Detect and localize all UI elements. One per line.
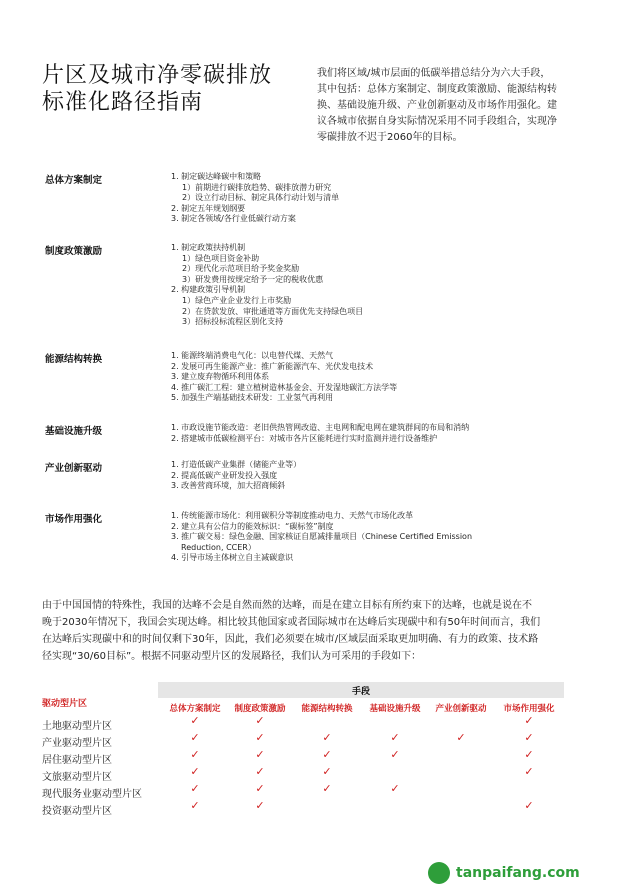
measure-item-list — [171, 351, 571, 404]
measure-item: 4. 推广碳汇工程：建立植树造林基金会、开发湿地碳汇方法学等 — [171, 382, 398, 392]
table-row-label: 投资驱动型片区 — [42, 806, 112, 817]
measure-item: 2）现代化示范项目给予奖金奖励 — [182, 264, 300, 274]
measure-item: 3）研发费用按规定给予一定的税收优惠 — [182, 274, 324, 284]
check-mark-icon: ✓ — [456, 731, 466, 744]
intro-text — [317, 66, 592, 146]
measure-item: 3. 推广碳交易：绿色金融、国家核证自愿减排量项目（Chinese Certified Emission — [171, 532, 473, 542]
measure-item: 3. 改善营商环境，加大招商倾斜 — [171, 481, 286, 491]
measure-item: Reduction, CCER） — [181, 542, 256, 552]
logo-leaf-icon — [428, 862, 450, 884]
measure-item: 3. 制定各领域/各行业低碳行动方案 — [171, 214, 296, 224]
table-column-header: 制度政策激励 — [234, 704, 286, 714]
measure-item: 1）绿色产业企业发行上市奖励 — [182, 295, 292, 305]
measure-item-list — [171, 460, 571, 492]
check-mark-icon: ✓ — [255, 731, 265, 744]
measure-section-label: 总体方案制定 — [45, 175, 103, 186]
logo-text: tanpaifang.com — [456, 865, 580, 881]
measure-section-label: 产业创新驱动 — [45, 463, 103, 474]
measure-item: 1. 市政设施节能改造：老旧供热管网改造、主电网和配电网在建筑群间的布局和消纳 — [171, 423, 470, 432]
measure-item: 1）前期进行碳排放趋势、碳排放潜力研究 — [182, 182, 332, 192]
measure-item-list — [171, 511, 571, 564]
check-mark-icon: ✓ — [255, 765, 265, 778]
table-band-label: 手段 — [351, 687, 370, 697]
measure-item: 2）设立行动目标、制定具体行动计划与清单 — [182, 193, 340, 203]
measure-item-list — [171, 423, 571, 444]
check-mark-icon: ✓ — [190, 799, 200, 812]
measure-section-label: 市场作用强化 — [45, 514, 103, 525]
measure-item: 2. 制定五年规划纲要 — [171, 203, 246, 213]
table-row-label: 现代服务业驱动型片区 — [42, 789, 142, 800]
measure-item: 3）招标投标流程区别化支持 — [182, 317, 284, 327]
check-mark-icon: ✓ — [524, 765, 534, 778]
check-mark-icon: ✓ — [190, 765, 200, 778]
measure-item: 2. 搭建城市低碳检测平台：对城市各片区能耗进行实时监测并进行设备维护 — [171, 433, 438, 443]
check-mark-icon: ✓ — [390, 748, 400, 761]
check-mark-icon: ✓ — [322, 731, 332, 744]
measure-item: 2. 发展可再生能源产业：推广新能源汽车、光伏发电技术 — [171, 361, 374, 371]
title-line-2: 标准化路径指南 — [42, 90, 204, 115]
measure-item-list — [171, 243, 571, 328]
check-mark-icon: ✓ — [524, 714, 534, 727]
table-row-label: 文旅驱动型片区 — [42, 772, 112, 783]
measure-section-label: 基础设施升级 — [45, 426, 103, 437]
measure-item: 5. 加强生产端基础技术研发：工业氢气再利用 — [171, 393, 334, 403]
check-mark-icon: ✓ — [322, 748, 332, 761]
intro-line: 换、基础设施升级、产业创新驱动及市场作用强化。建 — [317, 100, 557, 111]
check-mark-icon: ✓ — [524, 731, 534, 744]
measure-item: 1）绿色项目资金补助 — [182, 253, 260, 263]
check-mark-icon: ✓ — [322, 765, 332, 778]
table-row-label: 产业驱动型片区 — [42, 738, 112, 749]
table-column-header: 基础设施升级 — [369, 704, 421, 714]
title-line-1: 片区及城市净零碳排放 — [42, 63, 273, 88]
check-mark-icon: ✓ — [255, 799, 265, 812]
check-mark-icon: ✓ — [190, 748, 200, 761]
measure-item: 2）在贷款发放、审批通道等方面优先支持绿色项目 — [182, 306, 364, 316]
measure-item: 1. 制定碳达峰碳中和策略 — [171, 172, 262, 181]
table-band-header — [158, 682, 564, 698]
measure-item: 2. 提高低碳产业研发投入强度 — [171, 470, 278, 480]
check-mark-icon: ✓ — [190, 731, 200, 744]
paragraph-line: 在达峰后实现碳中和的时间仅剩下30年，因此，我们必须要在城市/区域层面采取更加明确、有力的政策、技术路 — [42, 634, 539, 645]
paragraph-line: 由于中国国情的特殊性，我国的达峰不会是自然而然的达峰，而是在建立目标有所约束下的达峰，也就是说在不 — [42, 600, 532, 611]
table-row-header: 驱动型片区 — [42, 699, 88, 709]
measure-item-list — [171, 172, 571, 225]
site-logo — [428, 860, 608, 886]
body-paragraph — [42, 597, 597, 665]
check-mark-icon: ✓ — [190, 714, 200, 727]
check-mark-icon: ✓ — [524, 799, 534, 812]
page-title — [42, 62, 302, 116]
measure-item: 2. 建立具有公信力的能效标识：“碳标签”制度 — [171, 521, 334, 531]
measure-item: 2. 构建政策引导机制 — [171, 285, 246, 295]
check-mark-icon: ✓ — [524, 748, 534, 761]
table-column-header: 能源结构转换 — [301, 704, 353, 714]
table-row-label: 居住驱动型片区 — [42, 755, 112, 766]
intro-line: 其中包括：总体方案制定、制度政策激励、能源结构转 — [317, 84, 557, 95]
measure-item: 1. 能源终端消费电气化：以电替代煤、天然气 — [171, 351, 334, 360]
measure-section-label: 制度政策激励 — [45, 246, 103, 257]
check-mark-icon: ✓ — [255, 782, 265, 795]
check-mark-icon: ✓ — [390, 731, 400, 744]
measure-item: 1. 传统能源市场化：利用碳积分等制度推动电力、天然气市场化改革 — [171, 511, 414, 520]
measure-item: 1. 制定政策扶持机制 — [171, 243, 246, 252]
intro-line: 我们将区域/城市层面的低碳举措总结分为六大手段， — [317, 68, 551, 79]
table-row-label: 土地驱动型片区 — [42, 721, 112, 732]
paragraph-line: 晚于2030年情况下，我国会实现达峰。相比较其他国家或者国际城市在达峰后实现碳中和有50年时间而言，我们 — [42, 617, 541, 628]
table-column-header: 市场作用强化 — [503, 704, 555, 714]
measure-item: 4. 引导市场主体树立自主减碳意识 — [171, 553, 294, 563]
measure-item: 3. 建立废弃物循环利用体系 — [171, 372, 270, 382]
check-mark-icon: ✓ — [390, 782, 400, 795]
check-mark-icon: ✓ — [255, 748, 265, 761]
check-mark-icon: ✓ — [190, 782, 200, 795]
table-column-header: 总体方案制定 — [169, 704, 221, 714]
check-mark-icon: ✓ — [255, 714, 265, 727]
check-mark-icon: ✓ — [322, 782, 332, 795]
measure-section-label: 能源结构转换 — [45, 354, 103, 365]
table-column-header: 产业创新驱动 — [435, 704, 487, 714]
measure-item: 1. 打造低碳产业集群（储能产业等） — [171, 460, 302, 469]
intro-line: 零碳排放不迟于2060年的目标。 — [317, 132, 463, 143]
intro-line: 议各城市依据自身实际情况采用不同手段组合，实现净 — [317, 116, 557, 127]
paragraph-line: 径实现“30/60目标”。根据不同驱动型片区的发展路径，我们认为可采用的手段如下： — [42, 651, 422, 662]
